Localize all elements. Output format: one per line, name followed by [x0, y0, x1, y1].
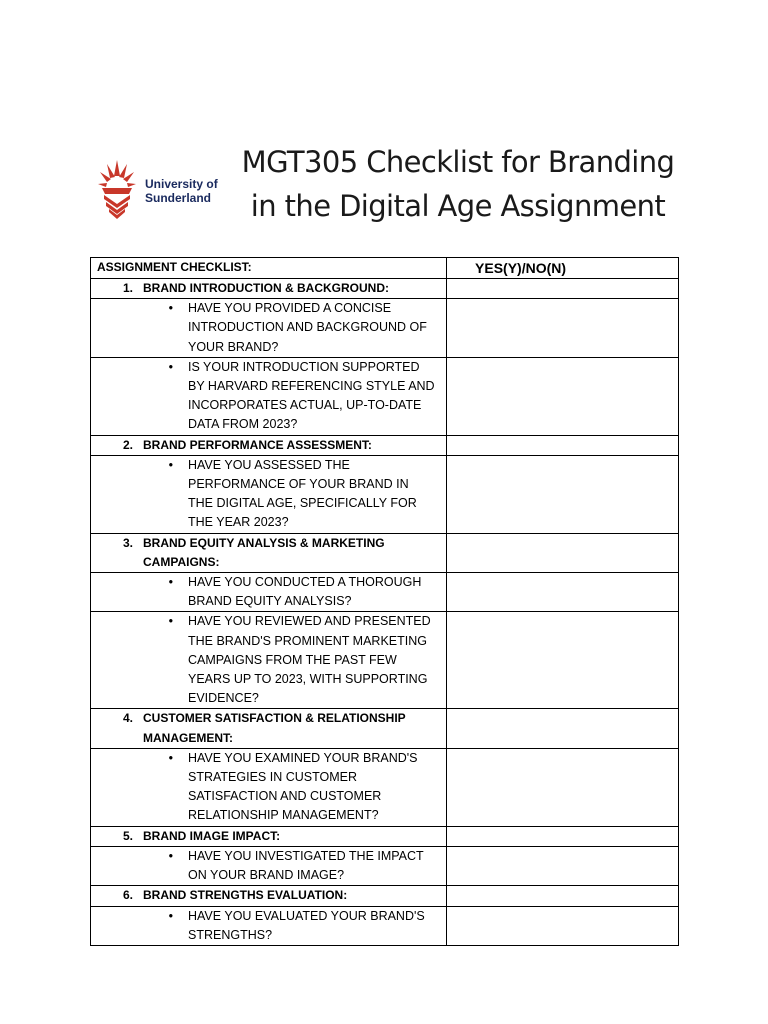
title-line-2: in the Digital Age Assignment	[250, 189, 666, 223]
section-cell	[91, 533, 447, 572]
question-text: HAVE YOU EXAMINED YOUR BRAND'S STRATEGIES IN CUSTOMER SATISFACTION AND CUSTOMER RELATIONSHIP MANAGEMENT?	[188, 750, 418, 823]
question-text: HAVE YOU REVIEWED AND PRESENTED THE BRAND'S PROMINENT MARKETING CAMPAIGNS FROM THE PAST FEW YEARS UP TO 2023, WITH SUPPORTING EVIDENCE?	[188, 614, 431, 706]
header-checklist: ASSIGNMENT CHECKLIST:	[91, 258, 447, 279]
question-text: HAVE YOU PROVIDED A CONCISE INTRODUCTION AND BACKGROUND OF YOUR BRAND?	[188, 301, 427, 354]
bullet-icon: •	[168, 614, 173, 629]
section-number: 1.	[122, 281, 133, 295]
checklist-item-row	[91, 573, 679, 612]
answer-cell[interactable]	[447, 455, 679, 533]
section-number: 4.	[122, 711, 133, 726]
assignment-checklist-table	[90, 257, 679, 946]
logo-text-line2: Sunderland	[145, 191, 212, 205]
section-cell	[91, 709, 447, 748]
checklist-item-row	[91, 357, 679, 435]
table-header-row	[91, 258, 679, 279]
answer-cell[interactable]	[447, 573, 679, 612]
bullet-icon: •	[168, 575, 173, 590]
question-text: IS YOUR INTRODUCTION SUPPORTED BY HARVARD REFERENCING STYLE AND INCORPORATES ACTUAL, UP-TO-DATE DATA FROM 2023?	[188, 359, 435, 432]
section-row	[91, 279, 679, 299]
bullet-icon: •	[168, 908, 173, 923]
question-cell	[91, 846, 447, 885]
bullet-icon: •	[168, 359, 173, 374]
question-cell	[91, 748, 447, 826]
section-row	[91, 826, 679, 846]
bullet-icon: •	[168, 750, 173, 765]
question-cell	[91, 455, 447, 533]
bullet-icon: •	[168, 848, 173, 863]
question-text: HAVE YOU ASSESSED THE PERFORMANCE OF YOUR BRAND IN THE DIGITAL AGE, SPECIFICALLY FOR THE YEAR 2023?	[188, 457, 417, 530]
logo-text-line1: University of	[145, 177, 218, 191]
section-row	[91, 533, 679, 572]
answer-cell[interactable]	[447, 846, 679, 885]
checklist-item-row	[91, 612, 679, 709]
section-cell	[91, 886, 447, 906]
answer-cell[interactable]	[447, 886, 679, 906]
section-title: BRAND EQUITY ANALYSIS & MARKETING CAMPAIGNS:	[143, 535, 385, 569]
university-logo	[97, 158, 232, 222]
section-number: 5.	[122, 828, 133, 843]
question-cell	[91, 299, 447, 358]
answer-cell[interactable]	[447, 533, 679, 572]
section-title: BRAND PERFORMANCE ASSESSMENT:	[143, 437, 372, 452]
bullet-icon: •	[168, 301, 173, 316]
question-text: HAVE YOU CONDUCTED A THOROUGH BRAND EQUITY ANALYSIS?	[188, 575, 422, 609]
checklist-item-row	[91, 906, 679, 945]
checklist-item-row	[91, 748, 679, 826]
bullet-icon: •	[168, 457, 173, 472]
section-cell	[91, 435, 447, 455]
section-title: CUSTOMER SATISFACTION & RELATIONSHIP MANAGEMENT:	[143, 711, 406, 745]
section-title: BRAND INTRODUCTION & BACKGROUND:	[143, 281, 389, 295]
answer-cell[interactable]	[447, 906, 679, 945]
question-cell	[91, 906, 447, 945]
answer-cell[interactable]	[447, 612, 679, 709]
section-number: 2.	[122, 437, 133, 452]
checklist-item-row	[91, 299, 679, 358]
answer-cell[interactable]	[447, 435, 679, 455]
section-number: 6.	[122, 888, 133, 903]
answer-cell[interactable]	[447, 279, 679, 299]
question-cell	[91, 612, 447, 709]
answer-cell[interactable]	[447, 748, 679, 826]
question-text: HAVE YOU EVALUATED YOUR BRAND'S STRENGTHS?	[188, 908, 425, 942]
section-row	[91, 709, 679, 748]
section-cell	[91, 826, 447, 846]
answer-cell[interactable]	[447, 357, 679, 435]
section-number: 3.	[122, 535, 133, 550]
answer-cell[interactable]	[447, 826, 679, 846]
answer-cell[interactable]	[447, 709, 679, 748]
section-title: BRAND IMAGE IMPACT:	[143, 828, 281, 843]
section-row	[91, 886, 679, 906]
checklist-item-row	[91, 846, 679, 885]
question-cell	[91, 573, 447, 612]
page-title	[235, 140, 681, 228]
answer-cell[interactable]	[447, 299, 679, 358]
section-title: BRAND STRENGTHS EVALUATION:	[143, 888, 348, 903]
title-line-1: MGT305 Checklist for Branding	[241, 145, 675, 179]
sunburst-icon	[97, 158, 137, 222]
question-cell	[91, 357, 447, 435]
section-cell	[91, 279, 447, 299]
checklist-item-row	[91, 455, 679, 533]
section-row	[91, 435, 679, 455]
header-yes-no: YES(Y)/NO(N)	[447, 258, 679, 279]
question-text: HAVE YOU INVESTIGATED THE IMPACT ON YOUR BRAND IMAGE?	[188, 848, 424, 883]
